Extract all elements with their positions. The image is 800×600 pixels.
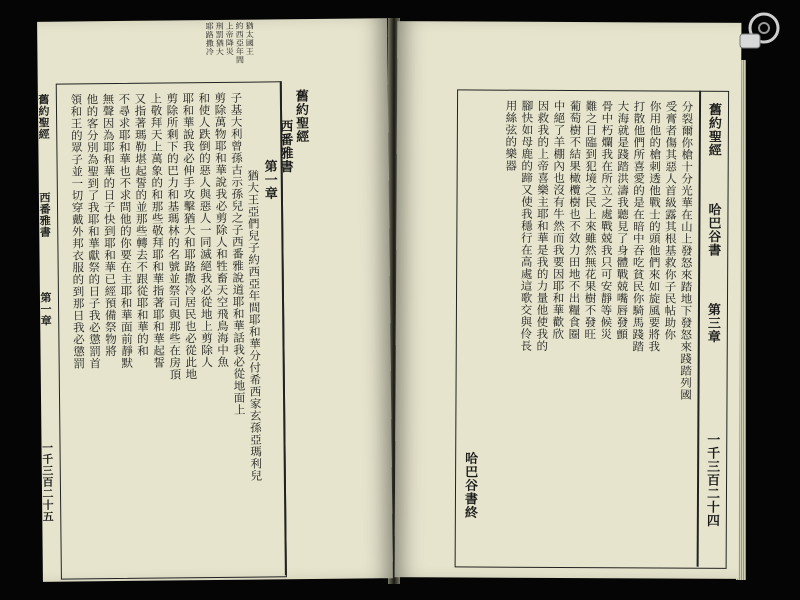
verse-column: 難之日臨到犯境之民上來雖然無花果樹不發旺 — [583, 100, 599, 341]
chapter-heading: 第三章 — [704, 302, 720, 344]
verse-column: 無聲因為耶和華的日子快到耶和華已經預備祭物將 — [101, 93, 119, 358]
verse-column: 腳快如母鹿的蹄又使我穩行在高處這歌交與伶長 — [519, 99, 535, 352]
verse-column: 又指著瑪勒堪起誓的並那些轉去不跟從耶和華的和 — [133, 92, 151, 357]
verse-column: 不尋求耶和華也不求問他的你要在主耶和華面前靜默 — [117, 92, 135, 369]
right-page — [395, 21, 742, 579]
header-book-title: 舊約聖經 — [705, 102, 722, 157]
page-number: 一千三百二十四 — [703, 432, 720, 528]
verse-column: 大海就是踐踏洪濤我聽見了身體戰兢嘴唇發顫 — [615, 100, 631, 341]
header-book-title: 舊約聖經 — [292, 89, 309, 144]
margin-note-1: 約西亞年間 — [235, 21, 245, 65]
verse-column: 剪除所剩下的巴力和基瑪林的名號並祭司與那些在房頂 — [165, 92, 183, 381]
margin-note-0: 猶太國王 — [245, 21, 255, 56]
page-number: 一千三百二十五 — [40, 441, 55, 523]
verse-column: 上敬拜天上萬象的和那些敬拜耶和華指著耶和華起誓 — [149, 92, 167, 369]
book-end-marker: 哈巴谷書終 — [461, 451, 478, 520]
binder-clip-icon — [738, 8, 784, 54]
verse-column: 剪除萬物耶和華說我必剪除人和牲畜天空飛鳥海中魚 — [213, 91, 231, 368]
side-chapter: 第一章 — [38, 291, 53, 327]
verse-column: 葡萄樹不結果橄欖樹也不效力田地不出糧食圈 — [567, 100, 583, 341]
section-title: 西番雅書 — [277, 119, 293, 174]
side-section-title: 西番雅書 — [37, 191, 52, 238]
chapter-heading: 第一章 — [261, 159, 277, 201]
margin-note-3: 刑罰猶大 — [215, 21, 225, 56]
side-book-title: 舊約聖經 — [36, 93, 51, 140]
verse-column: 受膏者傷其惡人首級露其根基救你子民帖助你 — [663, 100, 679, 341]
margin-note-4: 耶路撒冷 — [205, 21, 215, 57]
verse-column: 用絲弦的樂器 — [504, 99, 519, 172]
margin-note-2: 上帝降災 — [225, 21, 235, 56]
verse-column: 因救我的上帝喜樂主耶和華是我的力量他使我的 — [535, 99, 551, 352]
left-page — [37, 18, 393, 582]
verse-column: 耶和華說我必伸手攻擊猶大和耶路撒冷居民也必從此地 — [181, 92, 199, 381]
header-section-title: 哈巴谷書 — [705, 202, 721, 257]
verse-column: 子基大利曾孫古示孫兒之子西番雅說道耶和華話我必從地面上 — [229, 91, 247, 416]
verse-column: 分裂爾你槍十分光華在山上發怒來踏地下發怒來踐踏列國 — [678, 100, 695, 401]
verse-column: 領和王的眾子並一切穿戴外邦衣服的到那日我必懲罰 — [69, 93, 87, 370]
verse-column: 他的客分別為聖到了我耶和華獻祭的日子我必懲罰首 — [85, 93, 103, 370]
verse-column: 中絕了羊棚內也沒有牛然而我要因耶和華歡欣 — [551, 99, 567, 340]
verse-column: 骨中朽爛我在所立之處戰兢我只可安靜等候災 — [599, 100, 615, 341]
verse-column: 打散他們所喜愛的是在暗中吞吃貧民你騎馬踐踏 — [631, 100, 647, 353]
verse-column: 和使人跌倒的惡人與惡人一同滅絕我必從地上剪除人 — [197, 92, 215, 369]
verse-column: 猶大王亞們兒子約西亞年間耶和華分付希西家玄孫亞瑪利兒 — [246, 169, 264, 482]
verse-column: 你用他的槍刺透他戰士的頭他們來如旋風要將我 — [647, 100, 663, 353]
